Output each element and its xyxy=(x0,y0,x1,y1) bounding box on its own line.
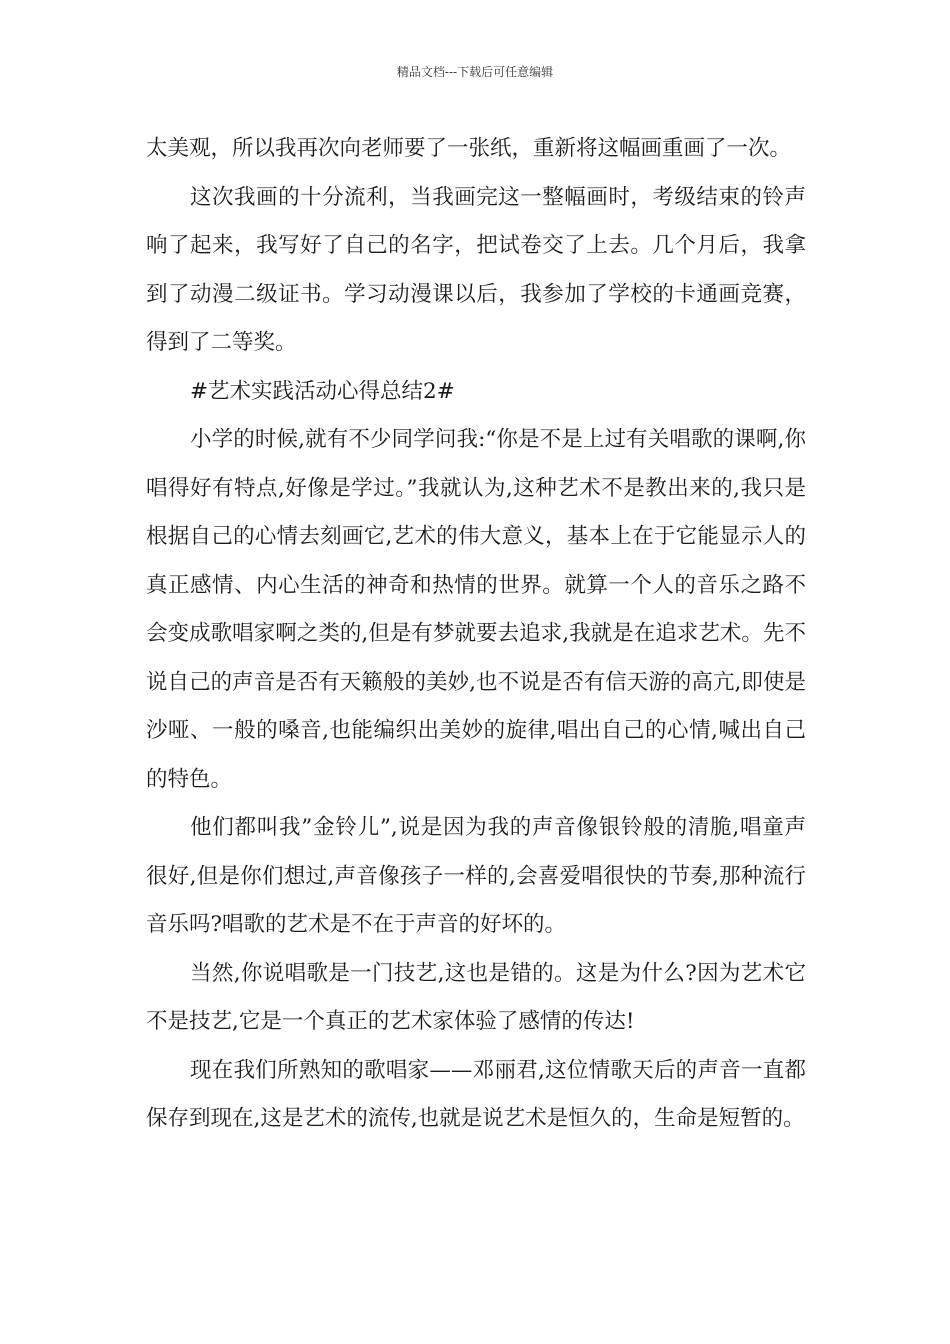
paragraph: 现在我们所熟知的歌唱家——邓丽君,这位情歌天后的声音一直都保存到现在,这是艺术的流传,也就是说艺术是恒久的，生命是短暂的。 xyxy=(146,1057,806,1131)
paragraph: 这次我画的十分流利，当我画完这一整幅画时，考级结束的铃声响了起来，我写好了自己的名字，把试卷交了上去。几个月后，我拿到了动漫二级证书。学习动漫课以后，我参加了学校的卡通画竞赛，得到了二等奖。 xyxy=(146,184,806,355)
page-header: 精品文档---下载后可任意编辑 xyxy=(396,65,554,79)
paragraph: 他们都叫我”金铃儿”,说是因为我的声音像银铃般的清脆,唱童声很好,但是你们想过,声音像孩子一样的,会喜爱唱很快的节奏,那种流行音乐吗?唱歌的艺术是不在于声音的好坏的。 xyxy=(146,815,806,937)
paragraph-continuation: 太美观，所以我再次向老师要了一张纸，重新将这幅画重画了一次。 xyxy=(146,136,792,161)
paragraph: 当然,你说唱歌是一门技艺,这也是错的。这是为什么?因为艺术它不是技艺,它是一个真正的艺术家体验了感情的传达! xyxy=(146,960,806,1034)
section-heading: #艺术实践活动心得总结2# xyxy=(190,378,455,404)
document-body xyxy=(146,125,806,1144)
paragraph: 小学的时候,就有不少同学问我:“你是不是上过有关唱歌的课啊,你唱得好有特点,好像是学过。”我就认为,这种艺术不是教出来的,我只是根据自己的心情去刻画它,艺术的伟大意义，基本上在于它能显示人的真正感情、内心生活的神奇和热情的世界。就算一个人的音乐之路不会变成歌唱家啊之类的,但是有梦就要去追求,我就是在追求艺术。先不说自己的声音是否有天籁般的美妙,也不说是否有信天游的高亢,即使是沙哑、一般的嗓音,也能编织出美妙的旋律,唱出自己的心情,喊出自己的特色。 xyxy=(146,427,806,792)
